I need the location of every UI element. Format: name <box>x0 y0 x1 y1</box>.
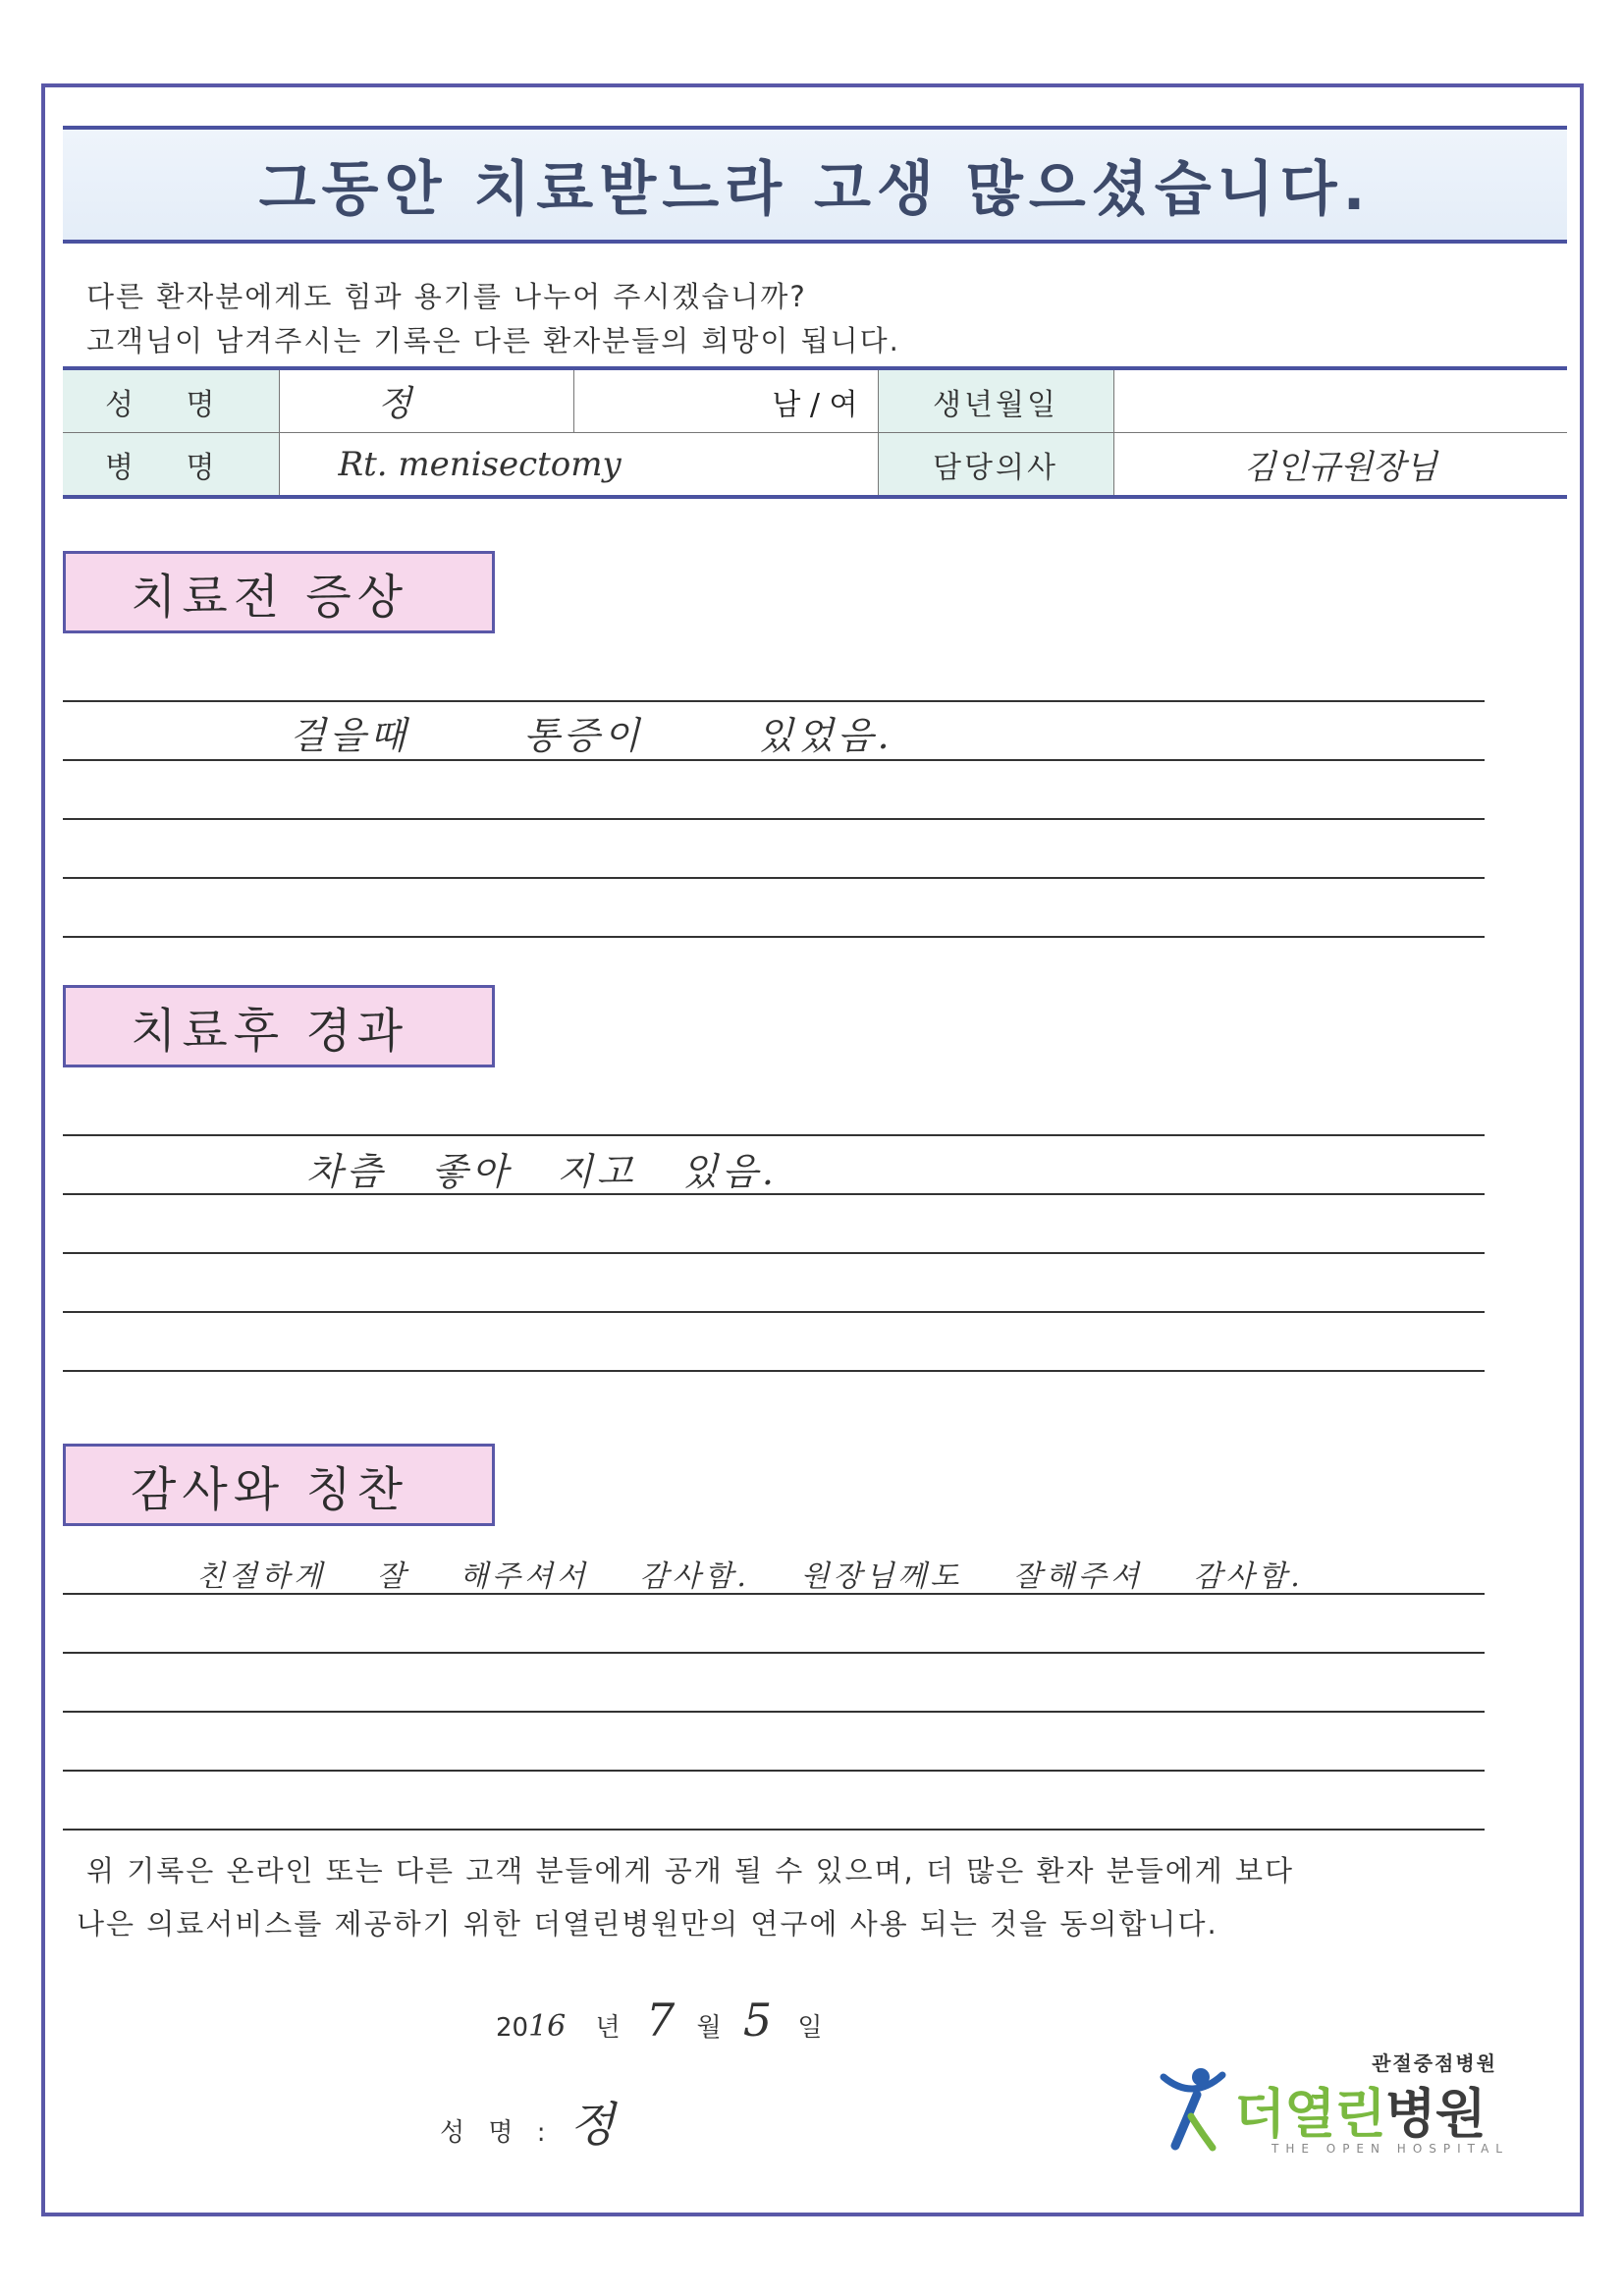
writing-line <box>63 759 1485 761</box>
date-year-suffix: 16 <box>528 2009 567 2044</box>
title-banner <box>63 126 1567 244</box>
writing-line <box>63 1134 1485 1136</box>
writing-line <box>63 1652 1485 1654</box>
date-month: 7 <box>645 1994 676 2047</box>
thanks-text: 친절하게 잘 해주셔서 감사함. 원장님께도 잘해주셔 감사함. <box>196 1559 1304 1594</box>
writing-line <box>63 700 1485 702</box>
birth-label: 생년월일 <box>878 368 1113 433</box>
after-treatment-text: 차츰 좋아 지고 있음. <box>306 1150 778 1193</box>
writing-line <box>63 936 1485 938</box>
hospital-logo <box>1154 2048 1509 2156</box>
logo-name-part1: 더열린 <box>1234 2083 1385 2145</box>
writing-line <box>63 1711 1485 1713</box>
date-month-unit: 월 <box>696 2013 722 2043</box>
section-label-before-treatment: 치료전 증상 <box>63 551 495 633</box>
writing-line <box>63 877 1485 879</box>
disease-label: 병 명 <box>63 433 279 498</box>
signature-value: 정 <box>568 2098 616 2153</box>
section-label-thanks: 감사와 칭찬 <box>63 1444 495 1526</box>
date-year-unit: 년 <box>595 2013 621 2043</box>
logo-name <box>1234 2072 1486 2148</box>
signature-label: 성 명 : <box>440 2118 554 2148</box>
logo-figure-icon <box>1154 2057 1232 2156</box>
signature-date <box>496 1994 823 2047</box>
logo-english: THE OPEN HOSPITAL <box>1271 2142 1509 2156</box>
section-label-after-treatment: 치료후 경과 <box>63 985 495 1067</box>
signature-line <box>440 2087 615 2155</box>
writing-line <box>63 818 1485 820</box>
logo-tagline: 관절중점병원 <box>1372 2051 1497 2075</box>
writing-line <box>63 1252 1485 1254</box>
writing-line <box>63 1311 1485 1313</box>
intro-line-1: 다른 환자분에게도 힘과 용기를 나누어 주시겠습니까? <box>86 280 807 313</box>
gender-field: 남 / 여 <box>573 368 878 433</box>
name-label: 성 명 <box>63 368 279 433</box>
logo-name-part2: 병원 <box>1384 2083 1486 2145</box>
disease-value: Rt. menisectomy <box>279 433 878 498</box>
doctor-label: 담당의사 <box>878 433 1113 498</box>
writing-line <box>63 1370 1485 1372</box>
date-day: 5 <box>742 1994 773 2047</box>
patient-info-table <box>63 366 1567 499</box>
consent-line-1: 위 기록은 온라인 또는 다른 고객 분들에게 공개 될 수 있으며, 더 많은 환자 분들에게 보다 <box>86 1854 1294 1887</box>
before-treatment-text: 걸을때 통증이 있었음. <box>290 714 893 757</box>
date-day-unit: 일 <box>797 2013 823 2043</box>
name-value: 정 <box>279 368 573 433</box>
page-title: 그동안 치료받느라 고생 많으셨습니다. <box>258 155 1372 224</box>
writing-line <box>63 1770 1485 1772</box>
intro-line-2: 고객님이 남겨주시는 기록은 다른 환자분들의 희망이 됩니다. <box>86 324 900 357</box>
birth-value <box>1113 368 1567 433</box>
writing-line <box>63 1829 1485 1831</box>
date-year-prefix: 20 <box>496 2013 529 2043</box>
doctor-value: 김인규원장님 <box>1113 433 1567 498</box>
consent-line-2: 나은 의료서비스를 제공하기 위한 더열린병원만의 연구에 사용 되는 것을 동의합니다. <box>77 1907 1218 1941</box>
